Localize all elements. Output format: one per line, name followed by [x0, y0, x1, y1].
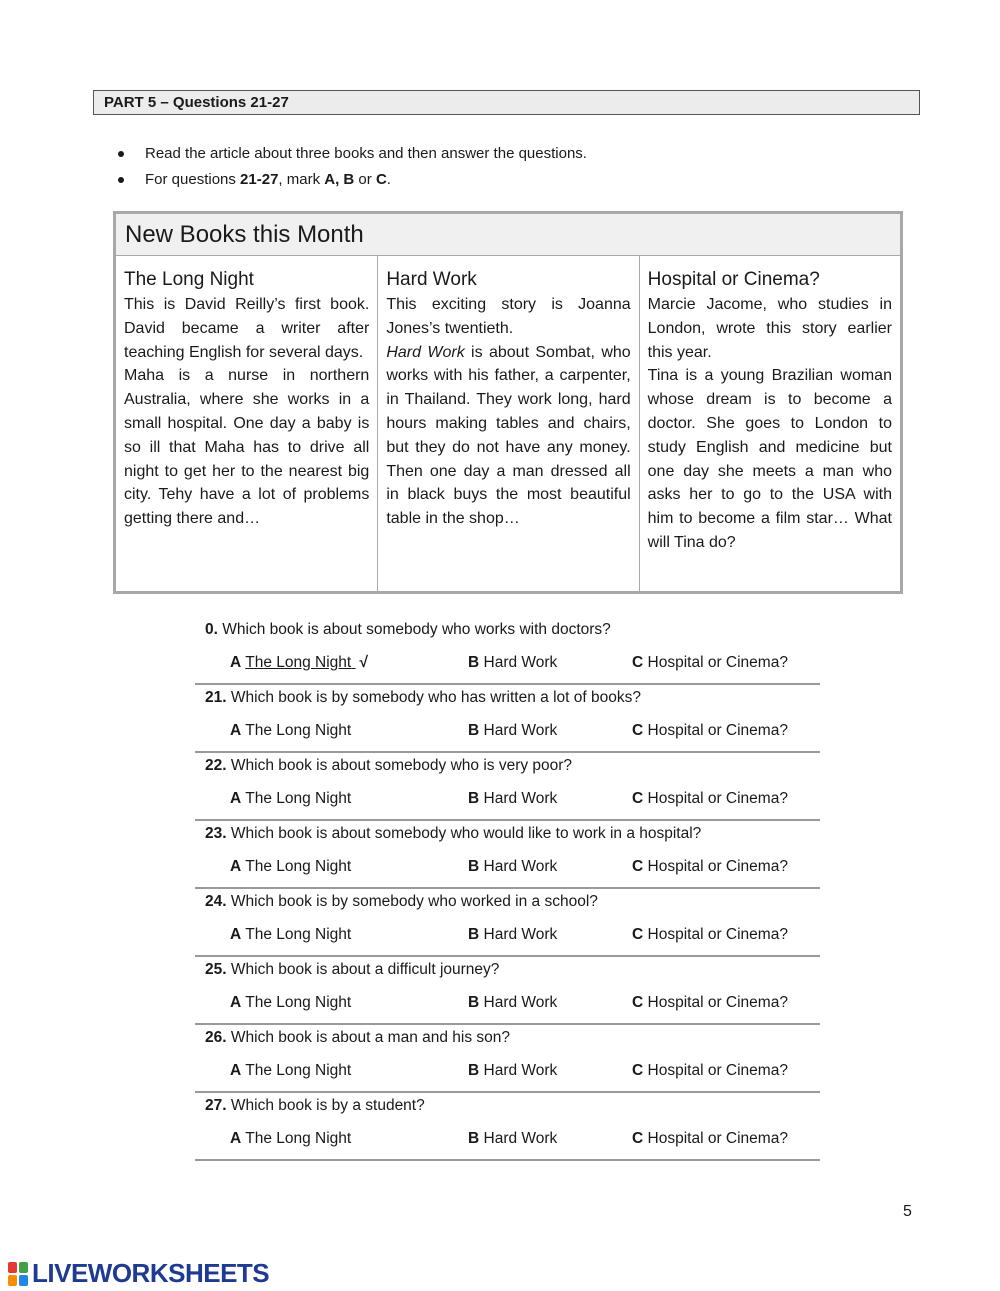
instruction-item: For questions 21-27, mark A, B or C. [118, 169, 587, 195]
book-paragraph: This is David Reilly’s first book. David became a writer after teaching English for several days. [124, 296, 370, 361]
logo-text: LIVEWORKSHEETS [32, 1258, 270, 1288]
check-mark-icon: √ [359, 654, 369, 671]
logo-icon [8, 1262, 28, 1286]
book-title: The Long Night [124, 269, 254, 290]
liveworksheets-logo [8, 1258, 269, 1289]
option-b[interactable]: B Hard Work [468, 654, 558, 671]
book-column-hard-work [377, 256, 638, 591]
article-box [113, 211, 903, 594]
logo-square [8, 1275, 17, 1286]
book-column-long-night [116, 256, 377, 591]
question-stem: 0. Which book is about somebody who works with doctors? [205, 621, 611, 638]
question-item [195, 957, 820, 1025]
option-a[interactable]: A The Long Night [230, 858, 352, 875]
book-columns [116, 256, 900, 591]
option-c[interactable]: C Hospital or Cinema? [632, 654, 788, 671]
logo-square [19, 1262, 28, 1273]
answer-options [205, 1060, 810, 1092]
option-a[interactable]: A The Long Night √ [230, 654, 369, 671]
option-a[interactable]: A The Long Night [230, 722, 352, 739]
question-stem: 21. Which book is by somebody who has written a lot of books? [205, 689, 641, 706]
question-item [195, 889, 820, 957]
article-title: New Books this Month [116, 214, 900, 256]
question-item [195, 753, 820, 821]
option-a[interactable]: A The Long Night [230, 790, 352, 807]
answer-options [205, 924, 810, 956]
question-item [195, 1093, 820, 1161]
book-column-hospital-or-cinema [639, 256, 900, 591]
question-stem: 23. Which book is about somebody who would like to work in a hospital? [205, 825, 702, 842]
option-b[interactable]: B Hard Work [468, 994, 558, 1011]
instruction-item: Read the article about three books and then answer the questions. [118, 143, 587, 169]
book-title: Hospital or Cinema? [647, 269, 820, 290]
question-stem: 26. Which book is about a man and his son? [205, 1029, 511, 1046]
option-c[interactable]: C Hospital or Cinema? [632, 1062, 788, 1079]
option-b[interactable]: B Hard Work [468, 926, 558, 943]
book-paragraph: Tina is a young Brazilian woman whose dream is to become a doctor. She goes to London to study English and medicine but one day she meets a man who asks her to go to the USA with him to become a film star… What will Tina do? [647, 367, 892, 551]
question-stem: 25. Which book is about a difficult journey? [205, 961, 500, 978]
answer-options [205, 788, 810, 820]
option-a[interactable]: A The Long Night [230, 1062, 352, 1079]
option-b[interactable]: B Hard Work [468, 790, 558, 807]
question-item [195, 1025, 820, 1093]
option-c[interactable]: C Hospital or Cinema? [632, 722, 788, 739]
answer-options [205, 992, 810, 1024]
option-b[interactable]: B Hard Work [468, 1062, 558, 1079]
option-c[interactable]: C Hospital or Cinema? [632, 790, 788, 807]
question-item [195, 821, 820, 889]
option-c[interactable]: C Hospital or Cinema? [632, 858, 788, 875]
instructions-list [118, 143, 587, 195]
part-header: PART 5 – Questions 21-27 [93, 90, 920, 115]
page-number: 5 [903, 1203, 912, 1220]
answer-options [205, 652, 810, 684]
book-paragraph: Marcie Jacome, who studies in London, wrote this story earlier this year. [647, 296, 892, 361]
book-paragraph: This exciting story is Joanna Jones’s twentieth. [386, 296, 631, 337]
book-paragraph: Hard Work is about Sombat, who works with his father, a carpenter, in Thailand. They work long, hard hours making tables and chairs, but they do not have any money. Then one day a man dressed all in black buys the most beautiful table in the shop… [386, 343, 631, 528]
answer-options [205, 856, 810, 888]
book-paragraph: Maha is a nurse in northern Australia, where she works in a small hospital. One day a baby is so ill that Maha has to drive all night to get her to the nearest big city. Tehy have a lot of problems getting there and… [124, 367, 370, 528]
question-stem: 27. Which book is by a student? [205, 1097, 425, 1114]
option-a[interactable]: A The Long Night [230, 994, 352, 1011]
logo-square [19, 1275, 28, 1286]
questions-list [195, 617, 820, 1161]
option-c[interactable]: C Hospital or Cinema? [632, 994, 788, 1011]
logo-square [8, 1262, 17, 1273]
question-stem: 24. Which book is by somebody who worked in a school? [205, 893, 598, 910]
book-title: Hard Work [386, 269, 477, 290]
option-a[interactable]: A The Long Night [230, 926, 352, 943]
question-stem: 22. Which book is about somebody who is very poor? [205, 757, 573, 774]
option-a[interactable]: A The Long Night [230, 1130, 352, 1147]
option-b[interactable]: B Hard Work [468, 1130, 558, 1147]
option-c[interactable]: C Hospital or Cinema? [632, 926, 788, 943]
option-c[interactable]: C Hospital or Cinema? [632, 1130, 788, 1147]
answer-options [205, 1128, 810, 1160]
option-b[interactable]: B Hard Work [468, 722, 558, 739]
question-item [195, 685, 820, 753]
question-item [195, 617, 820, 685]
option-b[interactable]: B Hard Work [468, 858, 558, 875]
answer-options [205, 720, 810, 752]
